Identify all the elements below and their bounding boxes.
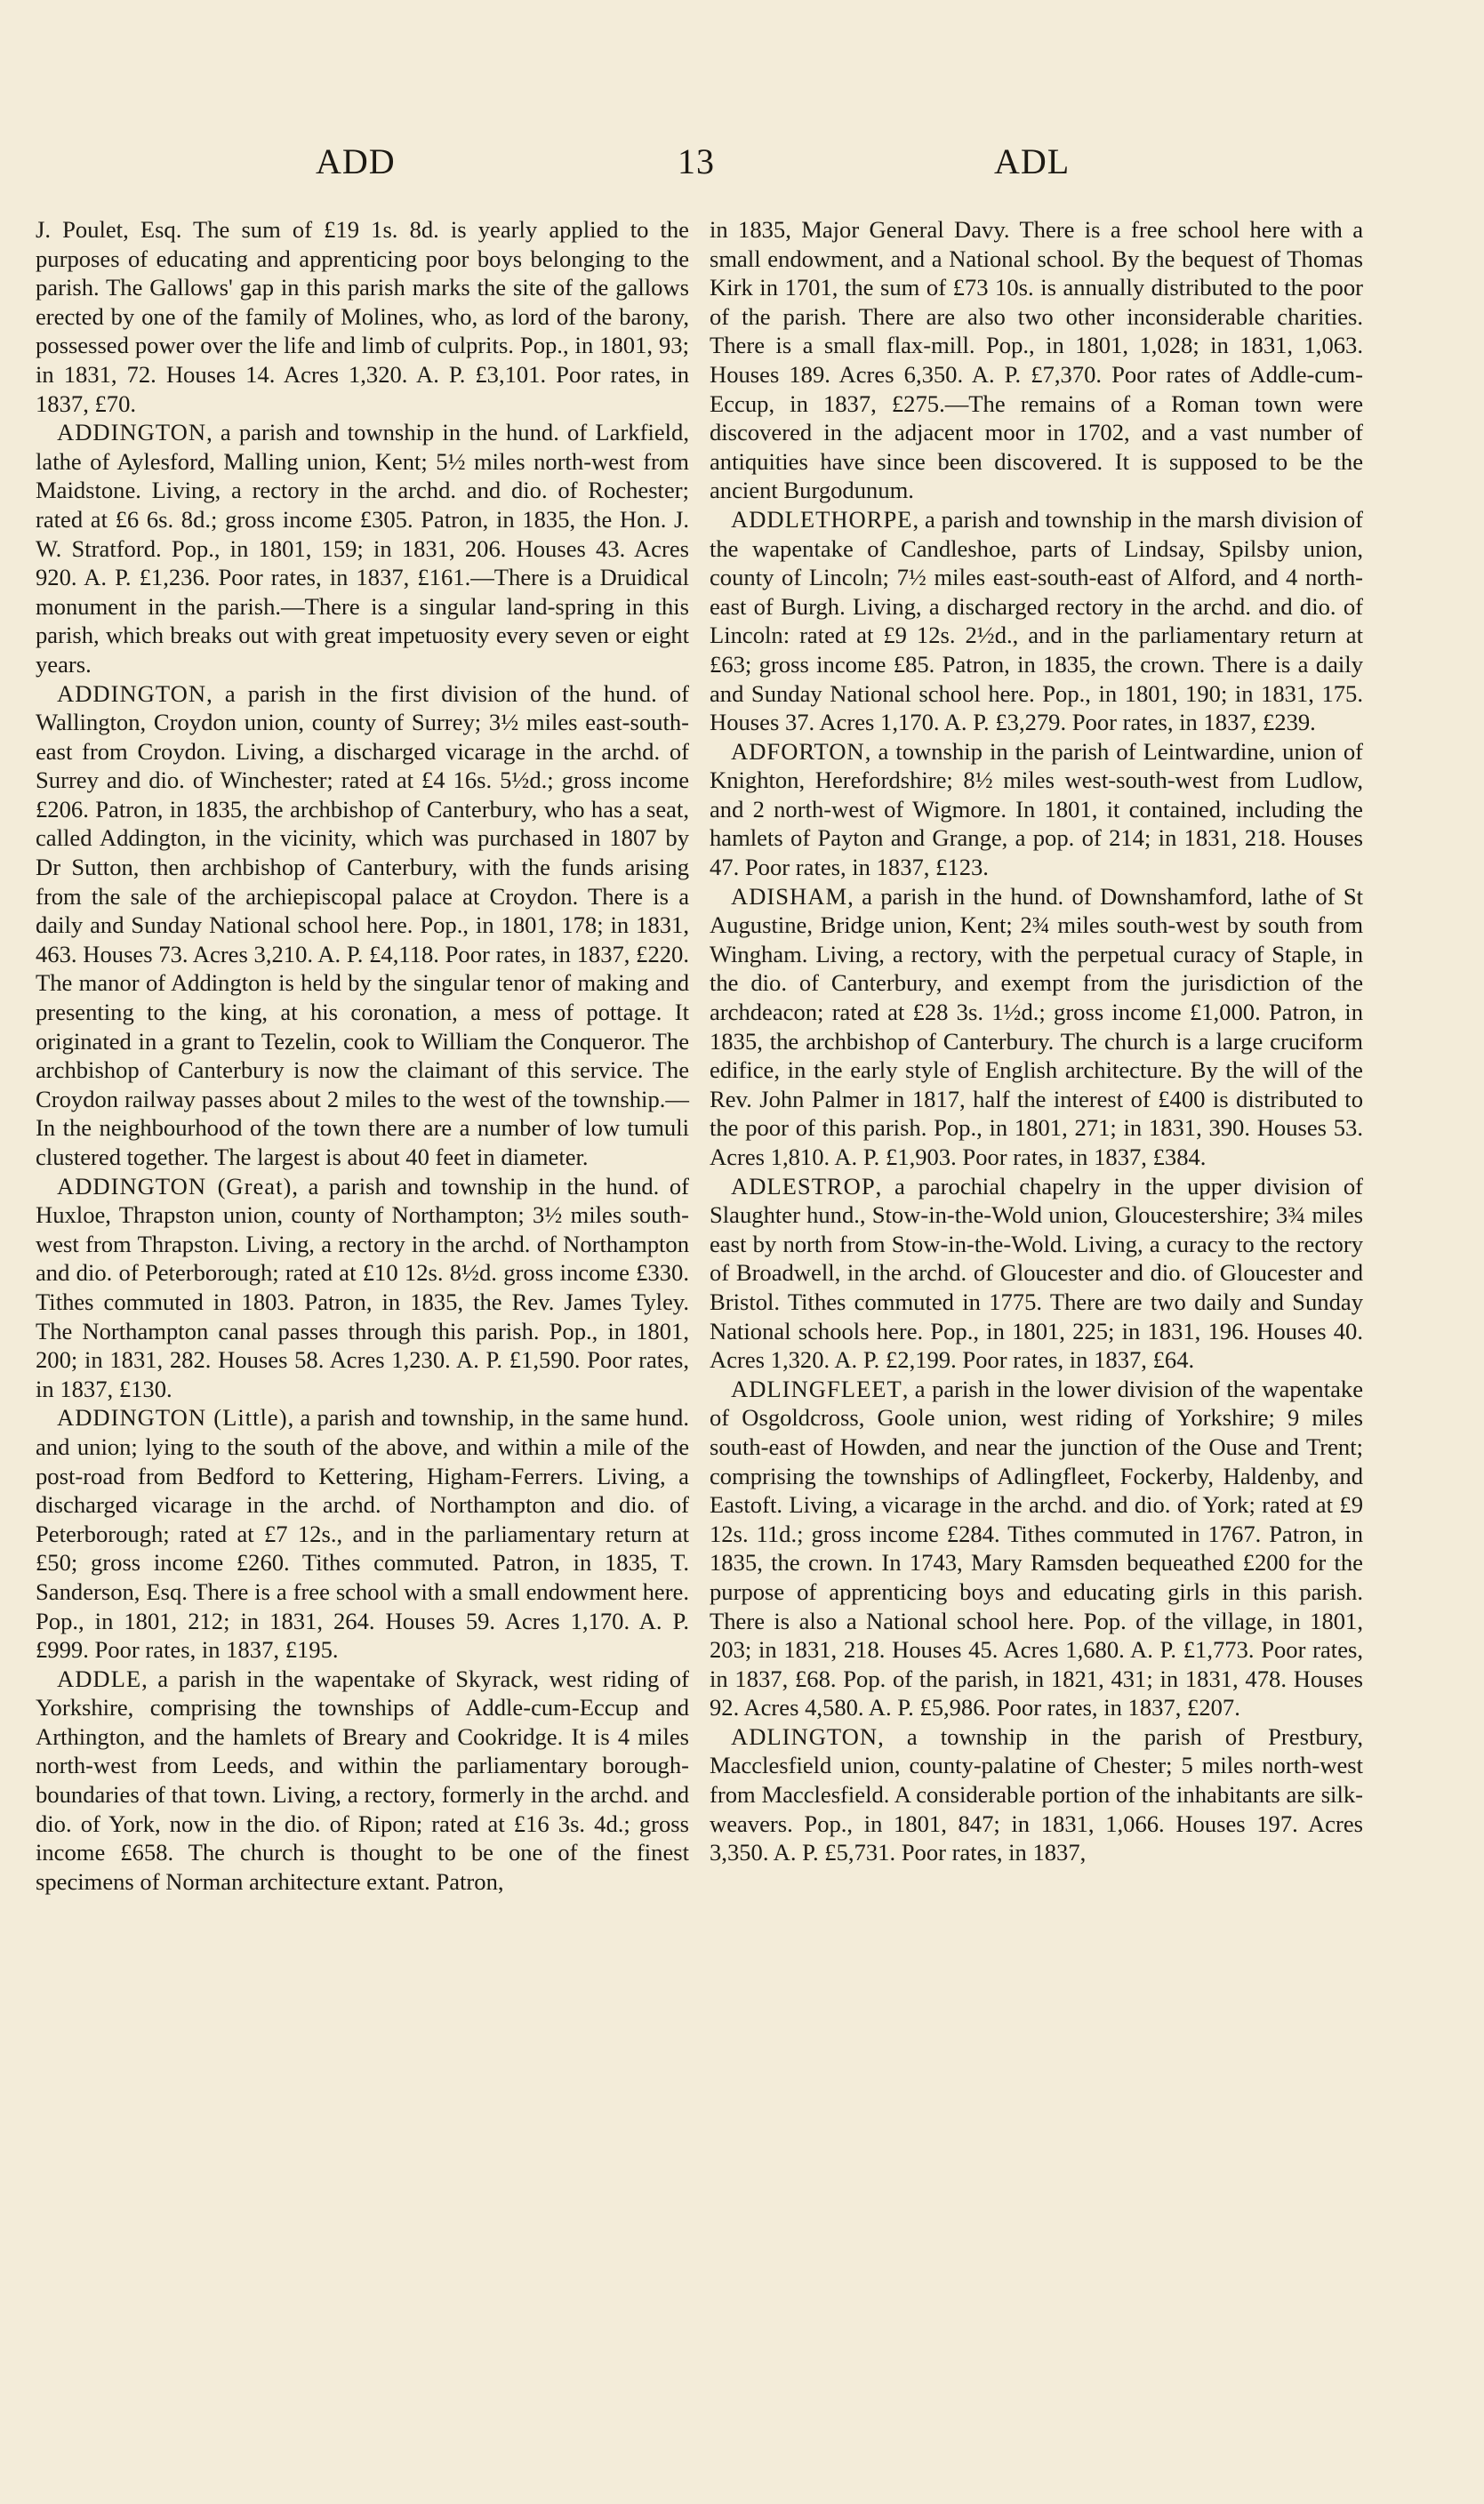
entry-adforton: ADFORTON, a township in the parish of Leintwardine, union of Knighton, Herefordshire; 8½ miles west-south-west from Ludlow, and 2 north-west of Wigmore. In 1801, it contained, including the hamlets of Payton and Grange, a pop. of 214; in 1831, 218. Houses 47. Poor rates, in 1837, £123. xyxy=(710,737,1363,881)
entry-addlethorpe: ADDLETHORPE, a parish and township in the marsh division of the wapentake of Candleshoe, parts of Lindsay, Spilsby union, county of Lincoln; 7½ miles east-south-east of Alford, and 4 north-east of Burgh. Living, a discharged rectory in the archd. and dio. of Lincoln: rated at £9 12s. 2½d., and in the parliamentary return at £63; gross income £85. Patron, in 1835, the crown. There is a daily and Sunday National school here. Pop., in 1801, 190; in 1831, 175. Houses 37. Acres 1,170. A. P. £3,279. Poor rates, in 1837, £239. xyxy=(710,505,1363,736)
entry-addle: ADDLE, a parish in the wapentake of Skyrack, west riding of Yorkshire, comprising the townships of Addle-cum-Eccup and Arthington, and the hamlets of Breary and Cookridge. It is 4 miles north-west from Leeds, and within the parliamentary borough-boundaries of that town. Living, a rectory, formerly in the archd. and dio. of York, now in the dio. of Ripon; rated at £16 3s. 4d.; gross income £658. The church is thought to be one of the finest specimens of Norman architecture extant. Patron, xyxy=(36,1665,689,1895)
entry-adlingfleet: ADLINGFLEET, a parish in the lower division of the wapentake of Osgoldcross, Goole union, west riding of Yorkshire; 9 miles south-east of Howden, and near the junction of the Ouse and Trent; comprising the townships of Adlingfleet, Fockerby, Haldenby, and Eastoft. Living, a vicarage in the archd. and dio. of York; rated at £9 12s. 11d.; gross income £284. Tithes commuted in 1767. Patron, in 1835, the crown. In 1743, Mary Ramsden bequeathed £200 for the purpose of apprenticing boys and educating girls in this parish. There is also a National school here. Pop. of the village, in 1801, 203; in 1831, 218. Houses 45. Acres 1,680. A. P. £1,773. Poor rates, in 1837, £68. Pop. of the parish, in 1821, 431; in 1831, 478. Houses 92. Acres 4,580. A. P. £5,986. Poor rates, in 1837, £207. xyxy=(710,1375,1363,1722)
entry-continuation: J. Poulet, Esq. The sum of £19 1s. 8d. is yearly applied to the purposes of educating and apprenticing poor boys belonging to the parish. The Gallows' gap in this parish marks the site of the gallows erected by one of the family of Molines, who, as lord of the barony, possessed power over the life and limb of culprits. Pop., in 1801, 93; in 1831, 72. Houses 14. Acres 1,320. A. P. £3,101. Poor rates, in 1837, £70. xyxy=(36,216,689,417)
header-left-guide-word: ADD xyxy=(316,141,396,181)
entry-headword: ADDINGTON xyxy=(57,419,207,446)
entry-addington-surrey: ADDINGTON, a parish in the first division of the hund. of Wallington, Croydon union, county of Surrey; 3½ miles east-south-east from Croydon. Living, a discharged vicarage in the archd. of Surrey and dio. of Winchester; rated at £4 16s. 5½d.; gross income £206. Patron, in 1835, the archbishop of Canterbury, who has a seat, called Addington, in the vicinity, which was purchased in 1807 by Dr Sutton, then archbishop of Canterbury, with the funds arising from the sale of the archiepiscopal palace at Croydon. There is a daily and Sunday National school here. Pop., in 1801, 178; in 1831, 463. Houses 73. Acres 3,210. A. P. £4,118. Poor rates, in 1837, £220. The manor of Addington is held by the singular tenor of making and presenting to the king, at his coronation, a mess of pottage. It originated in a grant to Tezelin, cook to William the Conqueror. The archbishop of Canterbury is now the claimant of this service. The Croydon railway passes about 2 miles to the west of the township.—In the neighbourhood of the town there are a number of low tumuli clustered together. The largest is about 40 feet in diameter. xyxy=(36,679,689,1170)
entry-headword: ADDINGTON (Little) xyxy=(57,1404,288,1432)
entry-headword: ADFORTON xyxy=(731,737,865,765)
entry-headword: ADISHAM xyxy=(731,882,848,910)
entry-addington-little: ADDINGTON (Little), a parish and township, in the same hund. and union; lying to the south of the above, and within a mile of the post-road from Bedford to Kettering, Higham-Ferrers. Living, a discharged vicarage in the archd. of Northampton and dio. of Peterborough; rated at £7 12s., and in the parliamentary return at £50; gross income £260. Tithes commuted. Patron, in 1835, T. Sanderson, Esq. There is a free school with a small endowment here. Pop., in 1801, 212; in 1831, 264. Houses 59. Acres 1,170. A. P. £999. Poor rates, in 1837, £195. xyxy=(36,1404,689,1664)
header-right-guide-word: ADL xyxy=(994,141,1071,181)
entry-addington-great: ADDINGTON (Great), a parish and township in the hund. of Huxloe, Thrapston union, county of Northampton; 3½ miles south-west from Thrapston. Living, a rectory in the archd. of Northampton and dio. of Peterborough; rated at £10 12s. 8½d. gross income £330. Tithes commuted in 1803. Patron, in 1835, the Rev. James Tyley. The Northampton canal passes through this parish. Pop., in 1801, 200; in 1831, 282. Houses 58. Acres 1,230. A. P. £1,590. Poor rates, in 1837, £130. xyxy=(36,1172,689,1402)
entry-headword: ADDLETHORPE xyxy=(731,505,913,533)
entry-headword: ADDLE xyxy=(57,1665,142,1692)
entry-adlington: ADLINGTON, a township in the parish of Prestbury, Macclesfield union, county-palatine of Chester; 5 miles north-west from Macclesfield. A considerable portion of the inhabitants are silk-weavers. Pop., in 1801, 847; in 1831, 1,066. Houses 197. Acres 3,350. A. P. £5,731. Poor rates, in 1837, xyxy=(710,1722,1363,1866)
entry-continuation: in 1835, Major General Davy. There is a free school here with a small endowment, and a National school. By the bequest of Thomas Kirk in 1701, the sum of £73 10s. is annually distributed to the poor of the parish. There are also two other inconsiderable charities. There is a small flax-mill. Pop., in 1801, 1,028; in 1831, 1,063. Houses 189. Acres 6,350. A. P. £7,370. Poor rates of Addle-cum-Eccup, in 1837, £275.—The remains of a Roman town were discovered in the adjacent moor in 1702, and a vast number of antiquities have since been discovered. It is supposed to be the ancient Burgodunum. xyxy=(710,216,1363,504)
entry-headword: ADLINGTON xyxy=(731,1722,878,1750)
page-number: 13 xyxy=(678,141,715,181)
entry-addington-kent: ADDINGTON, a parish and township in the hund. of Larkfield, lathe of Aylesford, Malling union, Kent; 5½ miles north-west from Maidstone. Living, a rectory in the archd. and dio. of Rochester; rated at £6 6s. 8d.; gross income £305. Patron, in 1835, the Hon. J. W. Stratford. Pop., in 1801, 159; in 1831, 206. Houses 43. Acres 920. A. P. £1,236. Poor rates, in 1837, £161.—There is a Druidical monument in the parish.—There is a singular land-spring in this parish, which breaks out with great impetuosity every seven or eight years. xyxy=(36,419,689,678)
running-header xyxy=(0,140,1484,194)
entry-headword: ADDINGTON xyxy=(57,679,207,707)
entry-adlestrop: ADLESTROP, a parochial chapelry in the upper division of Slaughter hund., Stow-in-the-Wold union, Gloucestershire; 3¾ miles east by north from Stow-in-the-Wold. Living, a curacy to the rectory of Broadwell, in the archd. of Gloucester and dio. of Gloucester and Bristol. Tithes commuted in 1775. There are two daily and Sunday National schools here. Pop., in 1801, 225; in 1831, 196. Houses 40. Acres 1,320. A. P. £2,199. Poor rates, in 1837, £64. xyxy=(710,1172,1363,1374)
entry-headword: ADLINGFLEET xyxy=(731,1375,902,1402)
entry-headword: ADDINGTON (Great) xyxy=(57,1172,293,1200)
left-column xyxy=(36,215,689,1896)
entry-headword: ADLESTROP xyxy=(731,1172,876,1200)
entry-adisham: ADISHAM, a parish in the hund. of Downshamford, lathe of St Augustine, Bridge union, Kent; 2¾ miles south-west by south from Wingham. Living, a rectory, with the perpetual curacy of Staple, in the dio. of Canterbury, and exempt from the jurisdiction of the archdeacon; rated at £28 3s. 1½d.; gross income £1,000. Patron, in 1835, the archbishop of Canterbury. The church is a large cruciform edifice, in the early style of English architecture. By the will of the Rev. John Palmer in 1817, half the interest of £400 is distributed to the poor of this parish. Pop., in 1801, 271; in 1831, 390. Houses 53. Acres 1,810. A. P. £1,903. Poor rates, in 1837, £384. xyxy=(710,882,1363,1170)
right-column xyxy=(710,215,1363,1867)
